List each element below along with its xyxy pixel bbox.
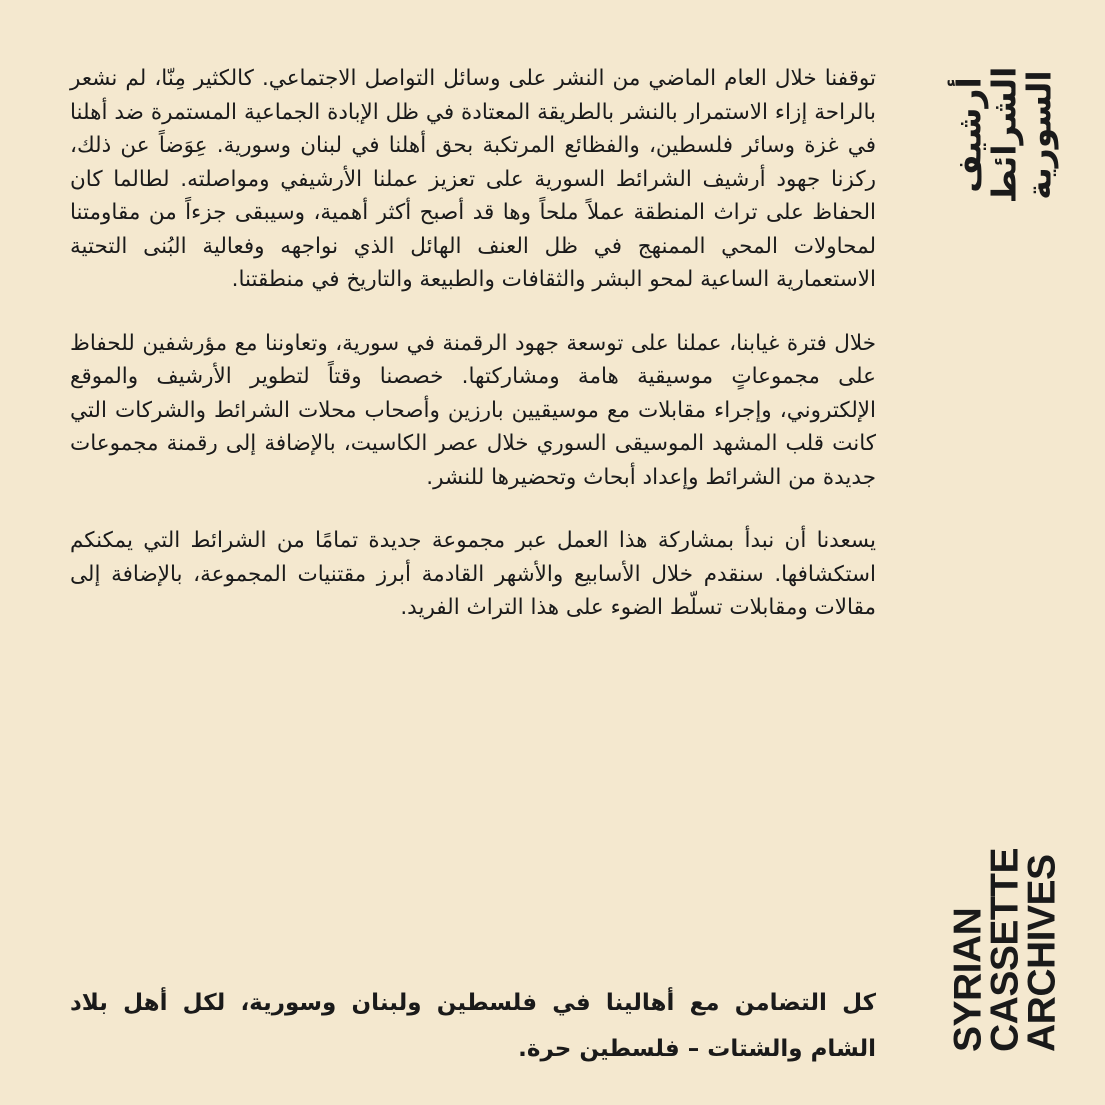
english-logo-title bbox=[945, 845, 1065, 1055]
english-title-line-2: CASSETTE bbox=[983, 847, 1027, 1053]
arabic-title-line-3: السورية bbox=[1019, 70, 1059, 200]
english-title-line-3: ARCHIVES bbox=[1020, 854, 1064, 1053]
arabic-title-line-1: أرشيف bbox=[949, 77, 989, 193]
body-text bbox=[70, 62, 876, 625]
arabic-title-line-2: الشرائط bbox=[984, 66, 1024, 204]
paragraph-2: خلال فترة غيابنا، عملنا على توسعة جهود الرقمنة في سورية، وتعاوننا مع مؤرشفين للحفاظ على مجموعاتٍ موسيقية هامة ومشاركتها. خصصنا وقتاً لتطوير الأرشيف والموقع الإلكتروني، وإجراء مقابلات مع موسيقيين بارزين وأصحاب محلات الشرائط والشركات التي كانت قلب المشهد الموسيقى السوري خلال عصر الكاسيت، بالإضافة إلى رقمنة مجموعات جديدة من الشرائط وإعداد أبحاث وتحضيرها للنشر. bbox=[70, 330, 876, 490]
english-title-line-1: SYRIAN bbox=[946, 907, 990, 1053]
closing-statement: كل التضامن مع أهالينا في فلسطين ولبنان وسورية، لكل أهل بلاد الشام والشتات – فلسطين حرة. bbox=[70, 990, 876, 1062]
paragraph-1: توقفنا خلال العام الماضي من النشر على وسائل التواصل الاجتماعي. كالكثير مِنّا، لم نشعر بالراحة إزاء الاستمرار بالنشر بالطريقة المعتادة في ظل الإبادة الجماعية المستمرة ضد أهلنا في غزة وسائر فلسطين، والفظائع المرتكبة بحق أهلنا في لبنان وسورية. عِوَضاً عن ذلك، ركزنا جهود أرشيف الشرائط السورية على تعزيز عملنا الأرشيفي ومواصلته. لطالما كان الحفاظ على تراث المنطقة عملاً ملحاً وها قد أصبح أكثر أهمية، وسيبقى جزءاً من مقاومتنا لمحاولات المحي الممنهج في ظل العنف الهائل الذي نواجهه وفعالية البُنى التحتية الاستعمارية الساعية لمحو البشر والثقافات والطبيعة والتاريخ في منطقتنا. bbox=[70, 66, 876, 292]
arabic-logo-title bbox=[949, 40, 1059, 230]
paragraph-3: يسعدنا أن نبدأ بمشاركة هذا العمل عبر مجموعة جديدة تمامًا من الشرائط التي يمكنكم استكشافها. سنقدم خلال الأسابيع والأشهر القادمة أبرز مقتنيات المجموعة، بالإضافة إلى مقالات ومقابلات تسلّط الضوء على هذا التراث الفريد. bbox=[70, 528, 876, 620]
